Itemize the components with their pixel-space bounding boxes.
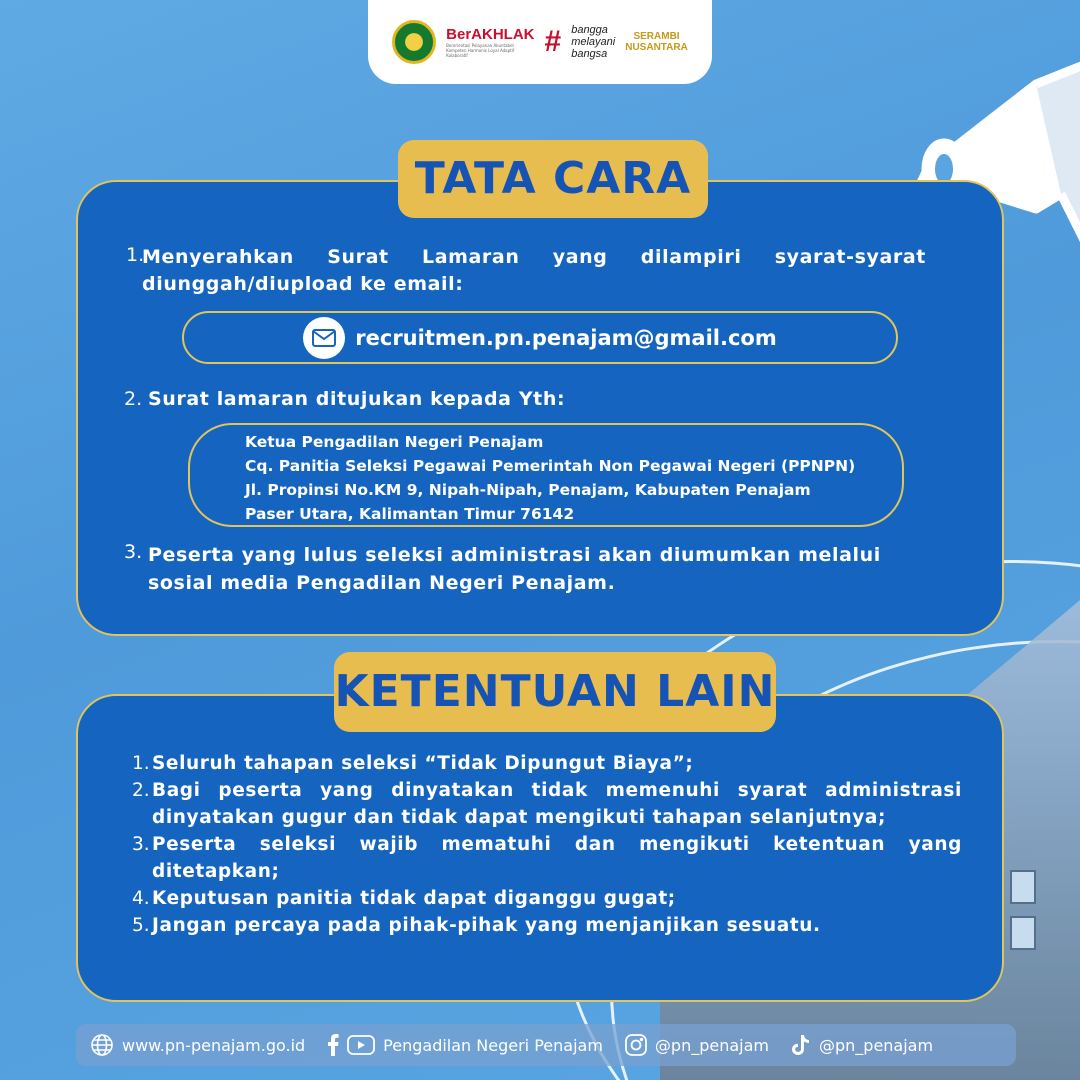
ketentuan-lain-heading: KETENTUAN LAIN [334, 652, 776, 732]
facebook-icon [327, 1034, 339, 1056]
globe-icon [90, 1033, 114, 1057]
address-line: Ketua Pengadilan Negeri Penajam [245, 433, 544, 451]
berakhlak-logo [446, 26, 534, 58]
tiktok-link[interactable] [791, 1034, 933, 1056]
tata-cara-heading: TATA CARA [398, 140, 708, 218]
bangga-melayani-logo: bangga melayani bangsa [571, 24, 616, 60]
mail-icon [303, 317, 345, 359]
step-text: Peserta yang lulus seleksi administrasi akan diumumkan melalui sosial media Pengadilan Negeri Penajam. [148, 544, 881, 594]
facebook-youtube-text[interactable]: Pengadilan Negeri Penajam [383, 1035, 603, 1055]
footer-bar [76, 1024, 1016, 1066]
address-line: Paser Utara, Kalimantan Timur 76142 [245, 505, 575, 523]
website-text[interactable]: www.pn-penajam.go.id [122, 1035, 306, 1055]
step-text: Menyerahkan Surat Lamaran yang dilampiri syarat-syarat diunggah/diupload ke email: [142, 246, 926, 295]
list-item: 5. Jangan percaya pada pihak-pihak yang menjanjikan sesuatu. [132, 915, 821, 936]
instagram-link[interactable] [625, 1034, 769, 1056]
address-box [188, 423, 904, 527]
instagram-text[interactable]: @pn_penajam [654, 1035, 769, 1055]
website-link[interactable] [90, 1033, 305, 1057]
list-item: 1. Seluruh tahapan seleksi “Tidak Dipungut Biaya”; [132, 753, 694, 774]
step-text: Surat lamaran ditujukan kepada Yth: [148, 388, 566, 410]
ketentuan-list [132, 750, 962, 939]
address-line: Cq. Panitia Seleksi Pegawai Pemerintah Non Pegawai Negeri (PPNPN) [245, 457, 856, 475]
step-number: 3. [124, 541, 143, 563]
list-item: 4. Keputusan panitia tidak dapat diganggu gugat; [132, 888, 676, 909]
berakhlak-sub: Berorientasi Pelayanan Akuntabel Kompeten Harmonis Loyal Adaptif Kolaboratif [446, 43, 515, 58]
step-number: 1. [126, 244, 145, 266]
logo-bar [368, 0, 712, 84]
step-number: 2. [124, 388, 143, 410]
tiktok-icon [791, 1034, 811, 1056]
youtube-icon [347, 1035, 375, 1055]
instagram-icon [625, 1034, 647, 1056]
court-seal-logo [392, 20, 436, 64]
hashtag-icon: # [544, 25, 562, 58]
address-line: Jl. Propinsi No.KM 9, Nipah-Nipah, Penajam, Kabupaten Penajam [245, 481, 811, 499]
email-address-box[interactable] [182, 311, 898, 364]
facebook-youtube-link[interactable] [327, 1034, 603, 1056]
tiktok-text[interactable]: @pn_penajam [818, 1035, 934, 1055]
berakhlak-title: BerAKHLAK [446, 26, 535, 43]
list-item: 2. Bagi peserta yang dinyatakan tidak memenuhi syarat administrasi dinyatakan gugur dan tidak dapat mengikuti tahapan selanjutnya; [132, 780, 962, 828]
email-address[interactable]: recruitmen.pn.penajam@gmail.com [355, 325, 777, 350]
serambi-nusantara-logo: SERAMBI NUSANTARA [625, 31, 688, 53]
list-item: 3. Peserta seleksi wajib mematuhi dan mengikuti ketentuan yang ditetapkan; [132, 834, 962, 882]
